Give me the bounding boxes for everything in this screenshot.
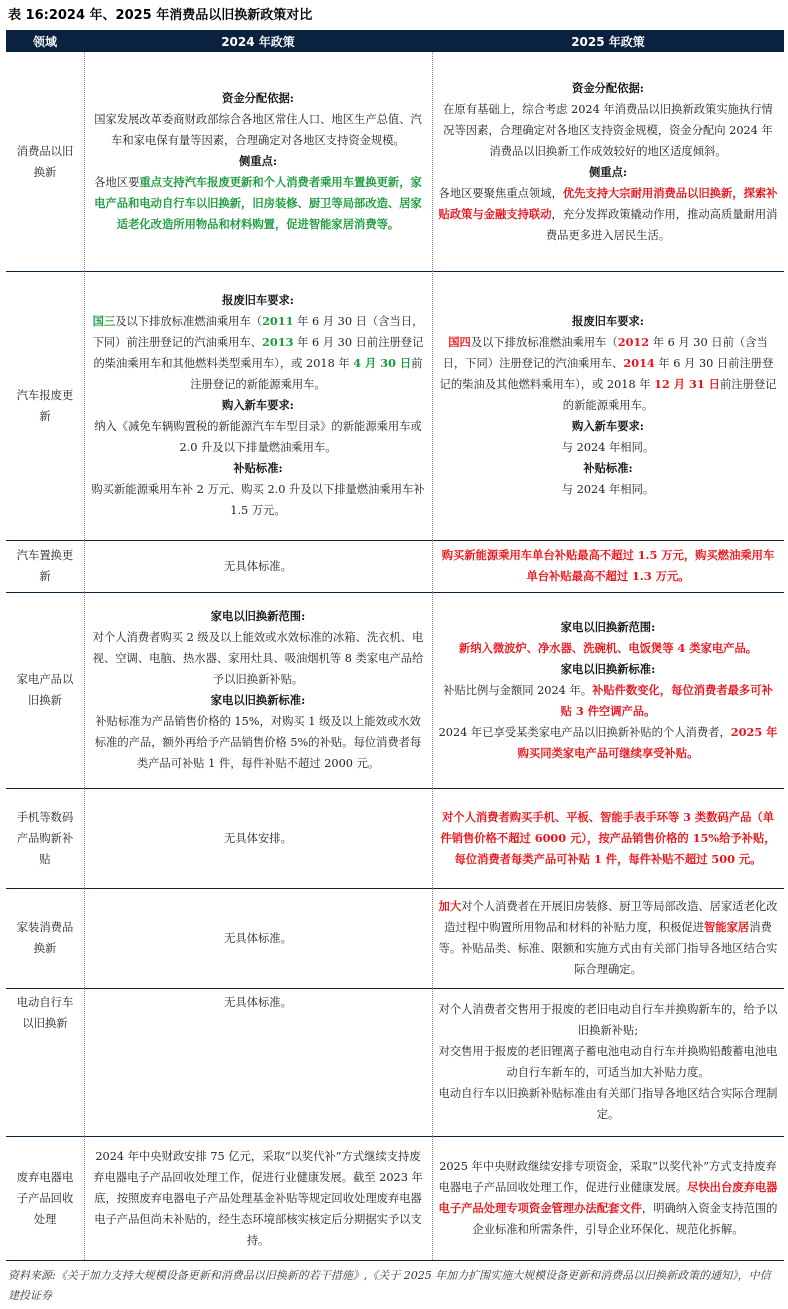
policy-2024-cell: 2024 年中央财政安排 75 亿元，采取“以奖代补”方式继续支持废弃电器电子产品回收处理工作，促进行业健康发展。截至 2023 年底，按照废弃电器电子产品处理基金补贴等规定回收处理废弃电器电子产品但尚未补贴的，经生态环境部核实核定后分期据实予以支持。 [93,1149,423,1247]
row-appliance [6,592,784,789]
row-consumer-goods [6,52,784,272]
policy-2024-cell: 报废旧车要求: 国三及以下排放标准燃油乘用车（2011 年 6 月 30 日（含当日，下同）前注册登记的汽油乘用车、2013 年 6 月 30 日前注册登记的柴油乘用车和其他燃料类型乘用车），或 2018 年 4 月 30 日前注册登记的新能源乘用车。 购入新车要求: 纳入《减免车辆购置税的新能源汽车车型目录》的新能源乘用车或 2.0 升及以下排量燃油乘用车。 补贴标准: 购买新能源乘用车补 2 万元、购买 2.0 升及以下排量燃油乘用车补 1.5 万元。 [91,293,425,517]
row-car-swap [6,540,784,593]
domain-cell: 手机等数码产品购新补贴 [16,810,74,866]
row-home [6,888,784,989]
policy-2024-cell: 家电以旧换新范围: 对个人消费者购买 2 级及以上能效或水效标准的冰箱、洗衣机、电视、空调、电脑、热水器、家用灶具、吸油烟机等 8 类家电产品给予以旧换新补贴。 家电以旧换新标准: 补贴标准为产品销售价格的 15%，对购买 1 级及以上能效或水效标准的产品，额外再给予产品销售价格 5%的补贴。每位消费者每类产品可补贴 1 件，每件补贴不超过 2000 元。 [92,609,424,770]
policy-2025-cell: 对个人消费者购买手机、平板、智能手表手环等 3 类数码产品（单件销售价格不超过 6000 元），按产品销售价格的 15%给予补贴，每位消费者每类产品可补贴 1 件，每件补贴不超过 500 元。 [440,809,776,866]
domain-cell: 汽车报废更新 [16,388,74,423]
row-digital [6,788,784,889]
domain-cell: 电动自行车以旧换新 [16,996,74,1030]
policy-2024-cell: 资金分配依据: 国家发展改革委商财政部综合各地区常住人口、地区生产总值、汽车和家电保有量等因素，合理确定对各地区支持资金规模。 侧重点: 各地区要重点支持汽车报废更新和个人消费者乘用车置换更新，家电产品和电动自行车以旧换新，旧房装修、厨卫等局部改造、居家适老化改造所用物品和材料购置，促进智能家居消费等。 [94,91,422,231]
policy-2024-cell: 无具体标准。 [224,931,292,945]
table-title: 表 16:2024 年、2025 年消费品以旧换新政策对比 [8,8,313,23]
domain-cell: 家装消费品换新 [16,921,74,955]
policy-2025-cell: 家电以旧换新范围: 新纳入微波炉、净水器、洗碗机、电饭煲等 4 类家电产品。 家电以旧换新标准: 补贴比例与金额同 2024 年。补贴件数变化，每位消费者最多可补贴 3 件空调产品。 2024 年已享受某类家电产品以旧换新补贴的个人消费者，2025 年购买同类家电产品可继续享受补贴。 [438,619,778,760]
policy-2025-cell: 对个人消费者交售用于报废的老旧电动自行车并换购新车的，给予以旧换新补贴; 对交售用于报废的老旧锂离子蓄电池电动自行车并换购铅酸蓄电池电动自行车新车的，可适当加大补贴力度。 电动自行车以旧换新补贴标准由有关部门指导各地区结合实际合理制定。 [438,1003,778,1121]
policy-2025-cell: 资金分配依据: 在原有基础上，综合考虑 2024 年消费品以旧换新政策实施执行情况等因素，合理确定对各地区支持资金规模，资金分配向 2024 年消费品以旧换新工作成效较好的地区适度倾斜。 侧重点: 各地区要聚焦重点领域，优先支持大宗耐用消费品以旧换新，探索补贴政策与金融支持联动，充分发挥政策撬动作用，推动高质量耐用消费品更多进入居民生活。 [438,80,778,242]
header-2024: 2024 年政策 [221,35,295,49]
header-domain: 领域 [32,35,57,49]
header-2025: 2025 年政策 [571,35,645,49]
policy-2024-cell: 无具体标准。 [224,559,292,573]
policy-2025-cell: 加大对个人消费者在开展旧房装修、厨卫等局部改造、居家适老化改造过程中购置所用物品和材料的补贴力度，积极促进智能家居消费等。补贴品类、标准、限额和实施方式由有关部门指导各地区结合实际合理确定。 [438,899,778,976]
domain-cell: 汽车置换更新 [16,549,74,583]
policy-2025-cell: 购买新能源乘用车单台补贴最高不超过 1.5 万元，购买燃油乘用车单台补贴最高不超过 1.3 万元。 [441,548,775,583]
policy-2025-cell: 报废旧车要求: 国四及以下排放标准燃油乘用车（2012 年 6 月 30 日前（含当日，下同）注册登记的汽油乘用车、2014 年 6 月 30 日前注册登记的柴油及其他燃料乘用车），或 2018 年 12 月 31 日前注册登记的新能源乘用车。 购入新车要求: 与 2024 年相同。 补贴标准: 与 2024 年相同。 [439,314,777,496]
row-car-scrap [6,271,784,541]
domain-cell: 家电产品以旧换新 [16,673,74,707]
source-note: 资料来源:《关于加力支持大规模设备更新和消费品以旧换新的若干措施》,《关于 2025 年加力扩围实施大规模设备更新和消费品以旧换新政策的通知》，中信建投证券 [8,1269,771,1302]
row-ebike [6,988,784,1137]
policy-2025-cell: 2025 年中央财政继续安排专项资金，采取“以奖代补”方式支持废弃电器电子产品回收处理工作，促进行业健康发展。尽快出台废弃电器电子产品处理专项资金管理办法配套文件，明确纳入资金支持范围的企业标准和所需条件，引导企业环保化、规范化拆解。 [438,1160,778,1236]
row-waste [6,1136,784,1261]
domain-cell: 消费品以旧换新 [16,144,74,179]
domain-cell: 废弃电器电子产品回收处理 [16,1170,74,1226]
policy-2024-cell: 无具体标准。 [224,996,292,1009]
table-header [6,30,784,52]
policy-2024-cell: 无具体安排。 [224,831,292,845]
